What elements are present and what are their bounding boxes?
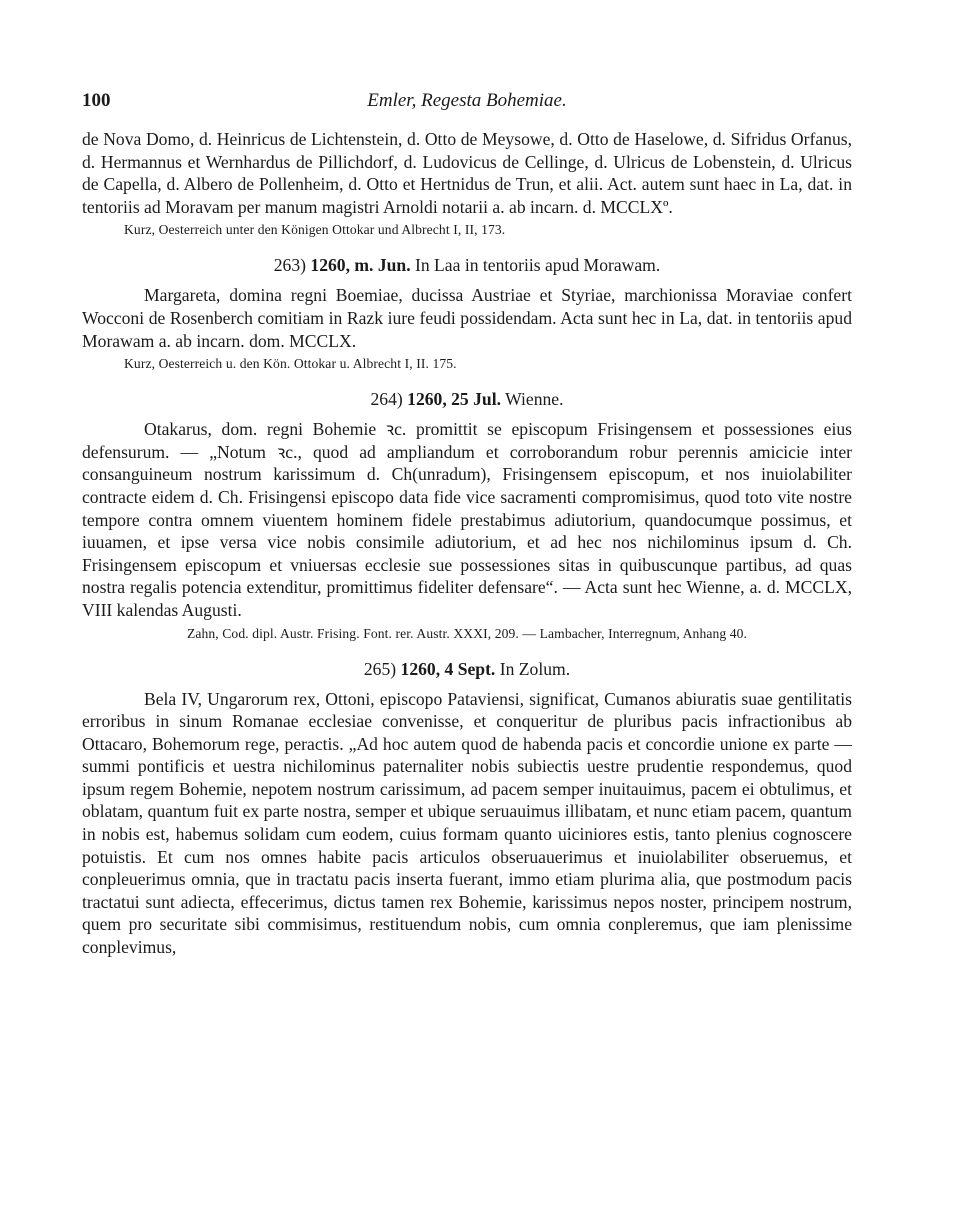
page-header (82, 90, 852, 118)
page-number: 100 (82, 90, 111, 111)
regest-number: 265) (363, 658, 397, 679)
regest-place: In Zolum. (499, 658, 571, 679)
regest-place: In Laa in tentoriis apud Morawam. (415, 255, 661, 276)
source-citation: Kurz, Oesterreich unter den Königen Ottokar und Albrecht I, II, 173. (124, 222, 506, 238)
regest-heading (82, 388, 852, 410)
regest-text: Bela IV, Ungarorum rex, Ottoni, episcopo Pataviensi, significat, Cumanos abiuratis suae gentilitatis erroribus in sinum Romanae ecclesiae convenisse, et conqueritur de pluribus pacis infractionibus ab Ottacaro, Bohemorum rege, peractis. „Ad hoc autem quod de habenda pacis et concordie unione ex parte — summi pontificis et uestra nichilominus paternaliter nobis subiectis uestre prudentie respondemus, quod ipsum regem Bohemie, nepotem nostrum carissimum, ad pacem semper inuitauimus, pacem ei obtulimus, et oblatam, quantum fuit ex parte nostra, semper et ubique seruauimus illibatam, et nunc etiam pacem, quantum in nobis est, habemus solidam cum eodem, cuius formam quanto uiciniores estis, tanto plenius cognoscere potuistis. Et cum nos omnes habite pacis articulos obseruauerimus et inuiolabiliter obseruemus, et conpleuerimus omnia, que in tractatu pacis inserta fuerant, immo etiam plurima alia, que postmodum pacis tractatui sunt adiecta, effecerimus, dictus tamen rex Bohemie, karissimus nepos noster, principem nostrum, quem pro securitate sibi commisimus, restituendum nobis, cum omnia conpleremus, que iam plenissime conplevimus, (82, 688, 852, 958)
regest-date: 1260, 25 Jul. (407, 389, 501, 410)
regest-number: 264) (370, 389, 403, 410)
regest-place: Wienne. (505, 389, 564, 410)
source-citation: Zahn, Cod. dipl. Austr. Frising. Font. rer. Austr. XXXI, 209. — Lambacher, Interregnum, Anhang 40. (186, 625, 748, 641)
regest-text: Otakarus, dom. regni Bohemie ꝛc. promittit se episcopum Frisingensem et possessiones eius defensurum. — „Notum ꝛc., quod ad ampliandum et corroborandum robur perennis amicicie inter consanguineum nostrum karissimum d. Ch(unradum), Frisingensem episcopum, et nos inuiolabiliter contracte eidem d. Ch. Frisingensi episcopo data fide vice sacramenti compromisimus, quod toto vite nostre tempore contra omnem viuentem hominem fidele prestabimus adiutorium, quandocumque possimus, et iuuamen, et ipse versa vice nobis consimile adiutorium, et ad hec nos nichilominus ipsum d. Ch. Frisingensem episcopum et vniuersas ecclesie sue possessiones sitas in quibuscunque partibus, ad quas nostra regalis potencia extenditur, promittimus fideliter defensare“. — Acta sunt hec Wienne, a. d. MCCLX, VIII kalendas Augusti. (82, 419, 852, 620)
regest-heading (82, 658, 852, 680)
source-citation: Kurz, Oesterreich u. den Kön. Ottokar u. Albrecht I, II. 175. (124, 356, 457, 372)
regest-date: 1260, m. Jun. (310, 255, 411, 276)
continued-text: de Nova Domo, d. Heinricus de Lichtenstein, d. Otto de Meysowe, d. Otto de Haselowe, d. Sifridus Orfanus, d. Hermannus et Wernhardus de Pillichdorf, d. Ludovicus de Cellinge, d. Ulricus de Lobenstein, d. Ulricus de Capella, d. Albero de Pollenheim, d. Otto et Hertnidus de Trun, et alii. Act. autem sunt haec in La, dat. in tentoriis ad Moravam per manum magistri Arnoldi notarii a. ab incarn. d. MCCLXº. (82, 129, 852, 217)
regest-heading (82, 254, 852, 276)
regest-date: 1260, 4 Sept. (400, 658, 496, 679)
regest-number: 263) (273, 255, 306, 276)
regest-text: Margareta, domina regni Boemiae, ducissa Austriae et Styriae, marchionissa Moraviae confert Wocconi de Rosenberch comitiam in Razk iure feudi possidendam. Acta sunt hec in La, dat. in tentoriis apud Morawam a. ab incarn. dom. MCCLX. (82, 285, 852, 351)
running-title: Emler, Regesta Bohemiae. (367, 90, 567, 111)
